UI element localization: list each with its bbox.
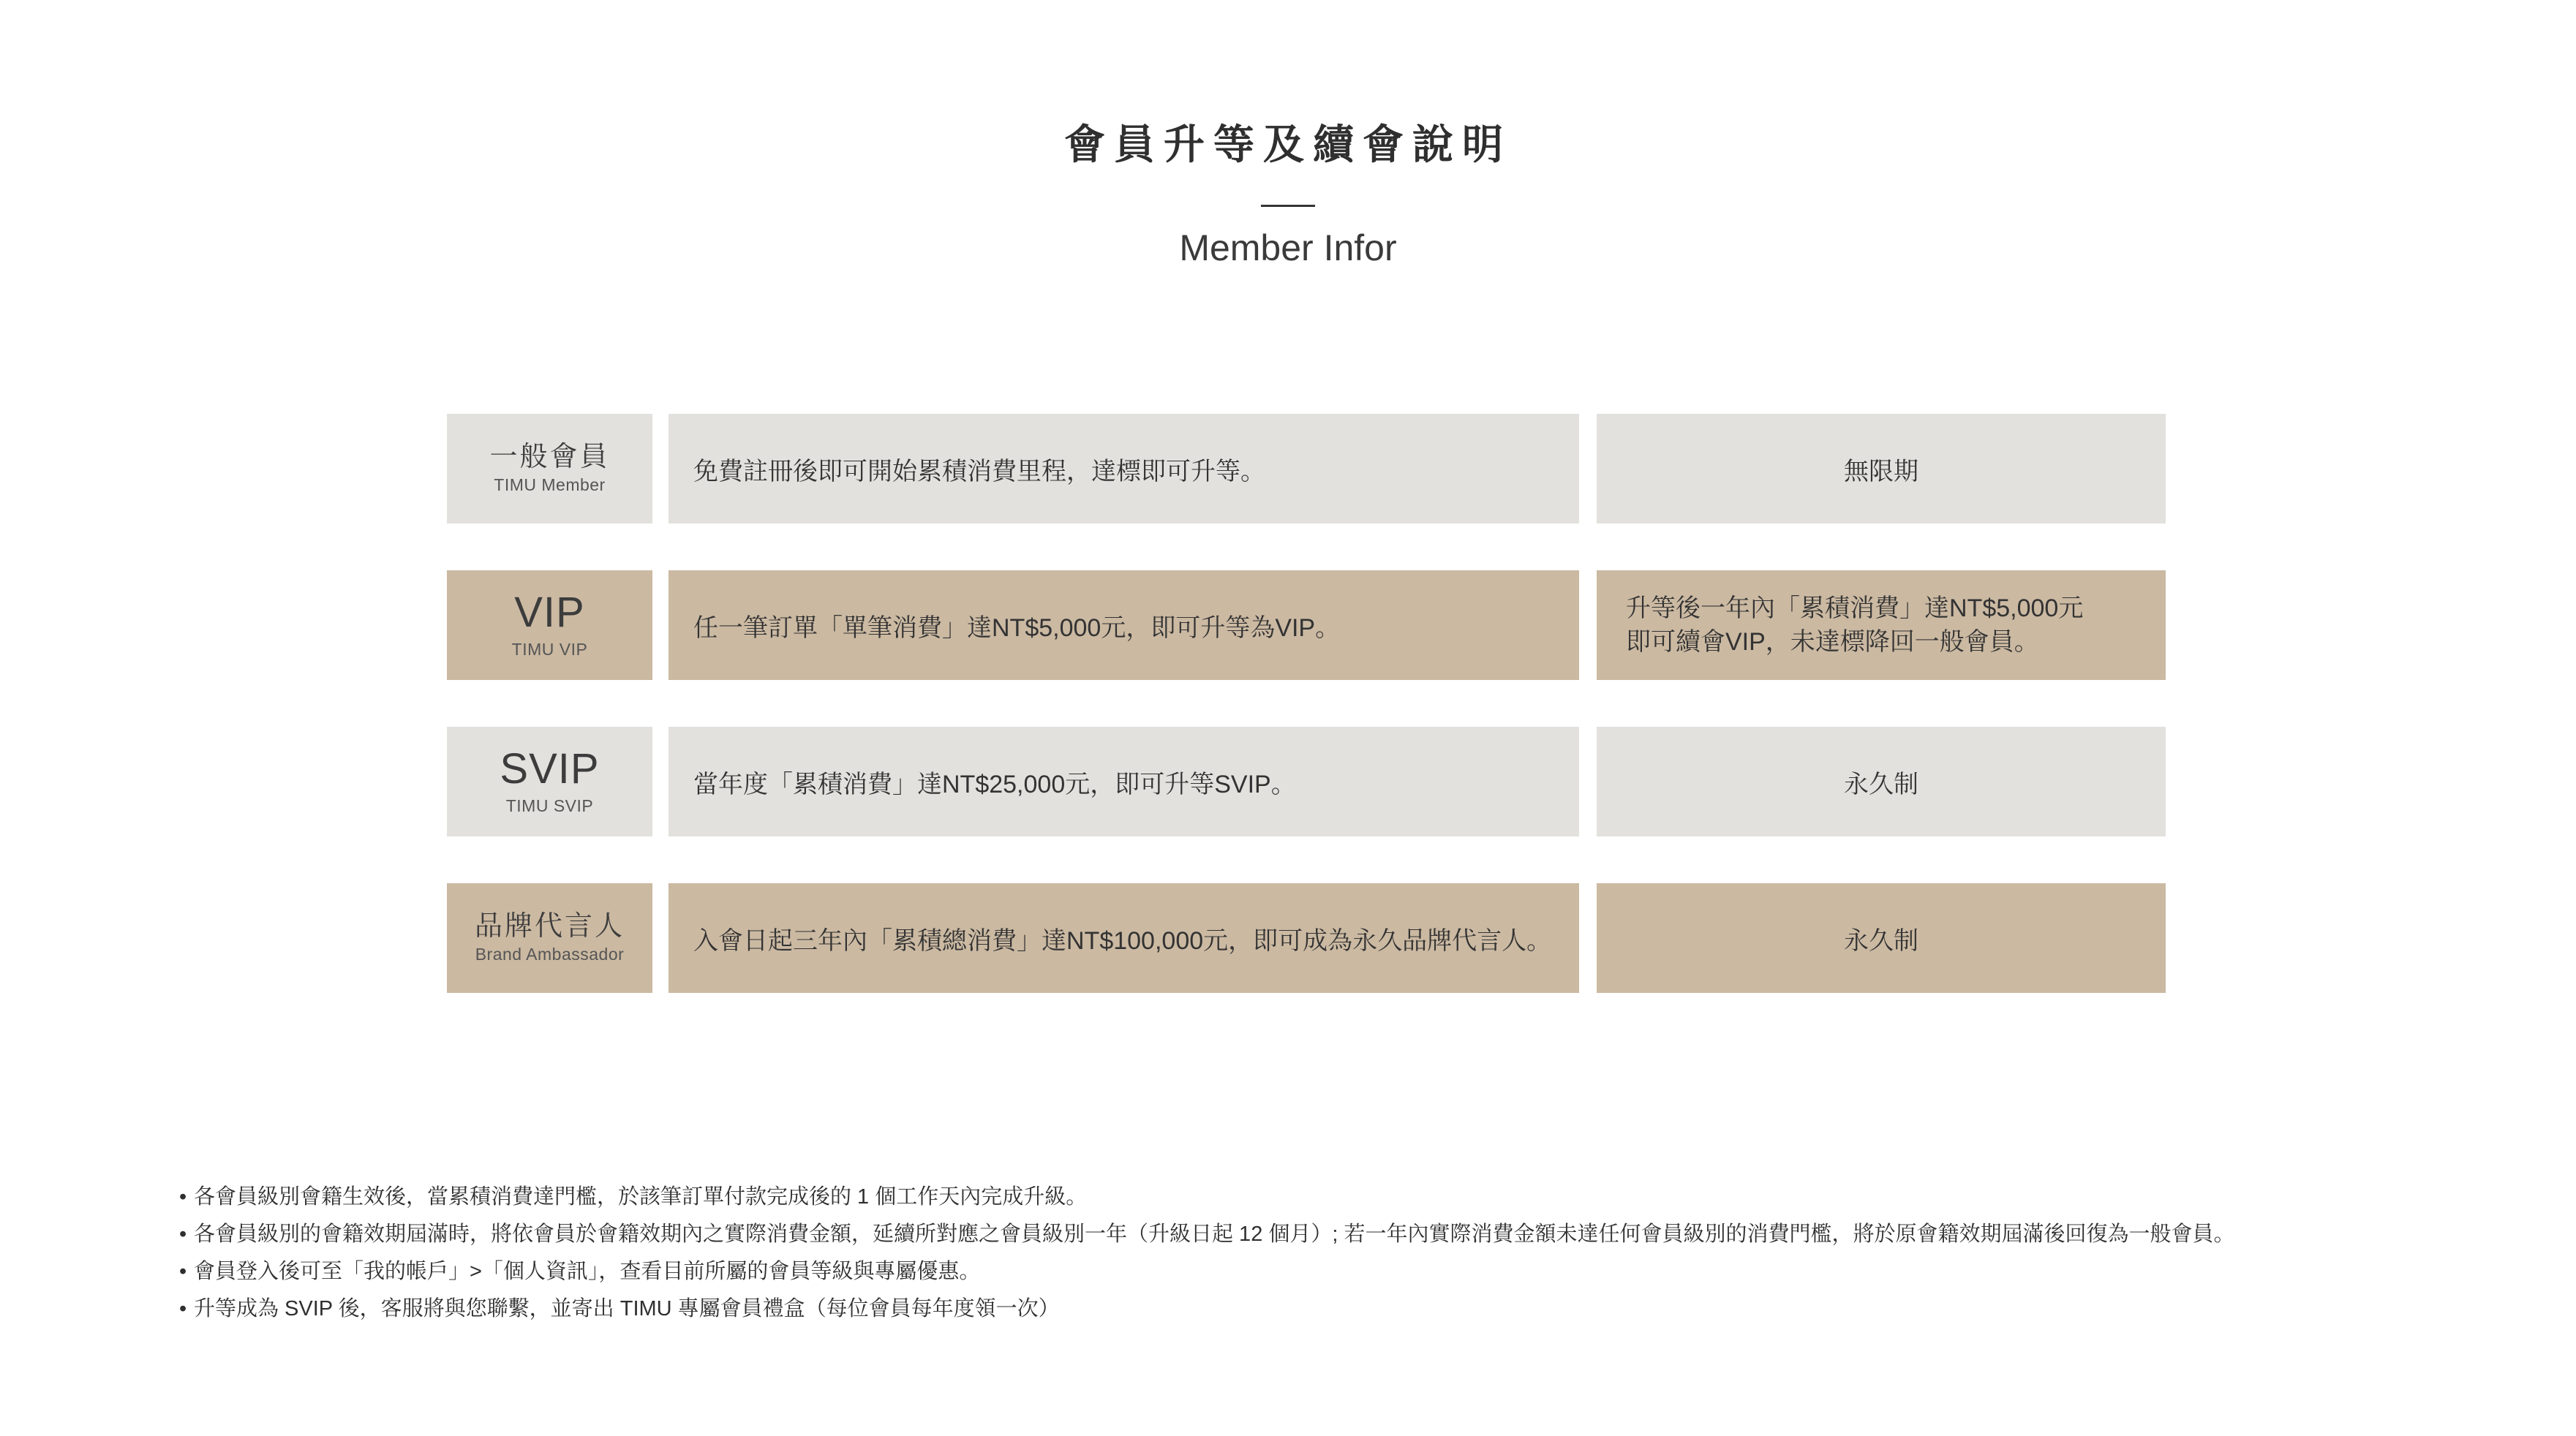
note-text: 各會員級別的會籍效期屆滿時，將依會員於會籍效期內之實際消費金額，延續所對應之會員級別一年（升級日起 12 個月）; 若一年內實際消費金額未達任何會員級別的消費門檻，將於原會籍效期屆滿後回復為一般會員。 xyxy=(194,1223,2235,1246)
tier-term: 永久制 xyxy=(1844,926,1918,955)
bullet-icon: • xyxy=(179,1297,187,1320)
tier-row-member xyxy=(447,414,2166,524)
tier-subname: TIMU Member xyxy=(494,475,606,495)
tier-subname: TIMU SVIP xyxy=(505,796,594,815)
tier-description: 當年度「累積消費」達NT$25,000元，即可升等SVIP。 xyxy=(669,727,1579,836)
tier-description: 入會日起三年內「累積總消費」達NT$100,000元，即可成為永久品牌代言人。 xyxy=(669,883,1579,993)
tier-term-line: 即可續會VIP，未達標降回一般會員。 xyxy=(1626,628,2039,656)
tier-name-cell xyxy=(447,570,652,680)
notes-list xyxy=(179,1179,2235,1328)
bullet-icon: • xyxy=(179,1223,187,1246)
note-item xyxy=(179,1216,2235,1253)
tier-description: 任一筆訂單「單筆消費」達NT$5,000元，即可升等為VIP。 xyxy=(669,570,1579,680)
tier-term-cell xyxy=(1597,727,2166,836)
tier-row-brand-ambassador xyxy=(447,883,2166,993)
tier-term-line: 升等後一年內「累積消費」達NT$5,000元 xyxy=(1626,594,2084,622)
tier-term-cell xyxy=(1597,414,2166,524)
page-title: 會員升等及續會說明 xyxy=(1064,121,1512,169)
tier-name: 一般會員 xyxy=(489,439,610,472)
title-divider xyxy=(1261,205,1315,207)
page-header xyxy=(0,110,2576,274)
tier-name-cell xyxy=(447,414,652,524)
tier-name: SVIP xyxy=(500,745,600,793)
tier-name-cell xyxy=(447,727,652,836)
tier-term: 永久制 xyxy=(1844,770,1918,798)
note-text: 升等成為 SVIP 後，客服將與您聯繫，並寄出 TIMU 專屬會員禮盒（每位會員每年度領一次） xyxy=(194,1297,1060,1320)
note-text: 各會員級別會籍生效後，當累積消費達門檻，於該筆訂單付款完成後的 1 個工作天內完成升級。 xyxy=(194,1185,1088,1209)
note-item xyxy=(179,1253,2235,1290)
bullet-icon: • xyxy=(179,1260,187,1283)
tier-description: 免費註冊後即可開始累積消費里程，達標即可升等。 xyxy=(669,414,1579,524)
bullet-icon: • xyxy=(179,1185,187,1209)
membership-tier-table xyxy=(447,414,2166,1040)
tier-subname: TIMU VIP xyxy=(511,639,588,659)
tier-subname: Brand Ambassador xyxy=(475,945,625,964)
tier-name: 品牌代言人 xyxy=(474,909,625,942)
tier-term-cell xyxy=(1597,883,2166,993)
page-subtitle: Member Infor xyxy=(1179,227,1397,268)
tier-row-vip xyxy=(447,570,2166,680)
tier-row-svip xyxy=(447,727,2166,836)
tier-term: 無限期 xyxy=(1844,457,1918,485)
tier-name-cell xyxy=(447,883,652,993)
note-item xyxy=(179,1290,2235,1328)
note-item xyxy=(179,1179,2235,1216)
tier-term-cell xyxy=(1597,570,2166,680)
tier-name: VIP xyxy=(514,589,585,637)
note-text: 會員登入後可至「我的帳戶」>「個人資訊」，查看目前所屬的會員等級與專屬優惠。 xyxy=(194,1260,981,1283)
